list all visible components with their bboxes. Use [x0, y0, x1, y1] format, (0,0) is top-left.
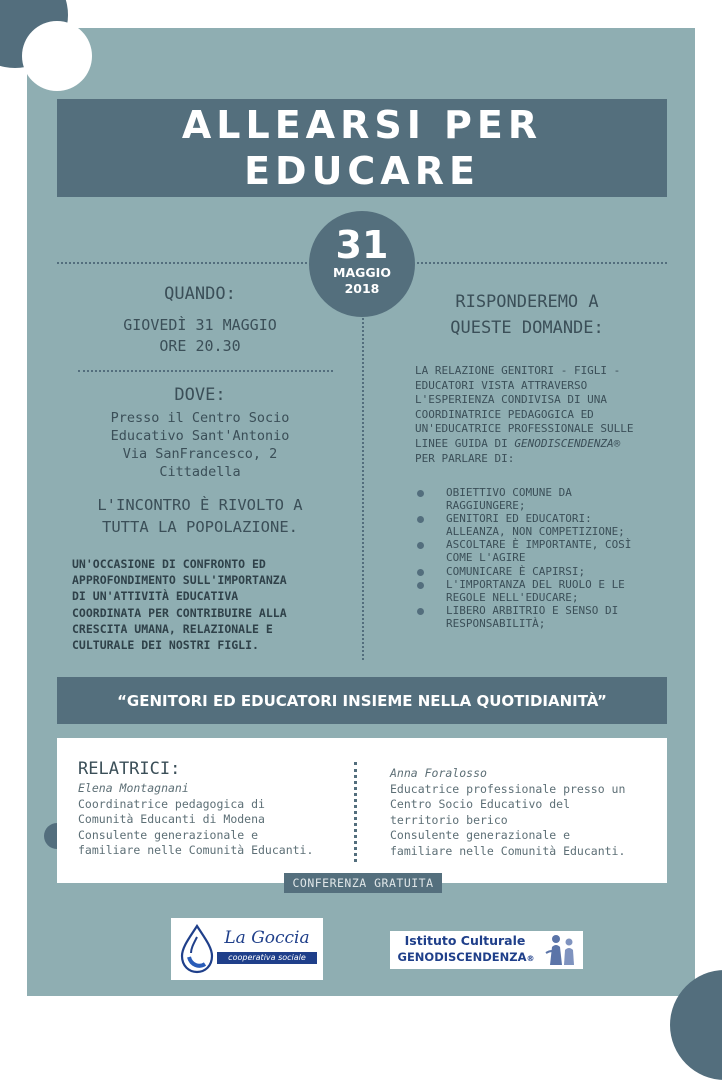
- bullet-item: [415, 579, 685, 604]
- istituto-line-2-text: GENODISCENDENZA: [397, 950, 527, 964]
- quote-banner: [57, 677, 667, 724]
- free-conference-badge: [284, 873, 442, 893]
- where-line: Presso il Centro Socio: [110, 410, 290, 426]
- title-line-2: EDUCARE: [244, 149, 480, 193]
- corner-circle-white-top: [22, 21, 92, 91]
- bullet-item: [415, 487, 685, 512]
- speakers-divider: [354, 762, 357, 862]
- istituto-genodiscendenza-logo: [390, 931, 583, 969]
- speaker-1: [78, 781, 348, 859]
- speaker-2-name: Anna Foralosso: [390, 766, 487, 780]
- where-line: Cittadella: [159, 464, 241, 480]
- water-drop-icon: [175, 923, 219, 975]
- istituto-registered-mark: ®: [526, 954, 535, 963]
- questions-heading-line: RISPONDEREMO A: [455, 292, 599, 312]
- bullet-dot: [417, 516, 424, 523]
- when-date: GIOVEDÌ 31 MAGGIO: [123, 316, 277, 334]
- description-text: [72, 556, 352, 653]
- bullet-text: ASCOLTARE È IMPORTANTE, COSÌ: [446, 538, 632, 552]
- intro-line: EDUCATORI VISTA ATTRAVERSO: [415, 378, 588, 392]
- date-badge: [309, 211, 415, 317]
- when-time: ORE 20.30: [159, 337, 241, 355]
- intro-line-prefix: LINEE GUIDA DI: [415, 436, 515, 450]
- divider-top-left: [57, 262, 307, 264]
- bullet-text: GENITORI ED EDUCATORI:: [446, 512, 592, 526]
- intro-line-guidelines: [415, 437, 675, 452]
- intro-line: L'ESPERIENZA CONDIVISA DI UNA: [415, 393, 608, 407]
- divider-when-where: [78, 370, 333, 372]
- questions-bullet-list: [415, 487, 685, 631]
- speaker-2: [390, 766, 665, 860]
- title-line-1: ALLEARSI PER: [181, 103, 543, 147]
- bullet-text: RESPONSABILITÀ;: [446, 616, 546, 630]
- istituto-line-1: Istituto Culturale: [404, 933, 526, 948]
- description-line: UN'OCCASIONE DI CONFRONTO ED: [72, 557, 266, 571]
- description-line: APPROFONDIMENTO SULL'IMPORTANZA: [72, 573, 287, 588]
- speaker-1-line: familiare nelle Comunità Educanti.: [78, 843, 314, 858]
- speaker-2-line: Consulente generazionale e: [390, 828, 571, 843]
- quote-text: “GENITORI ED EDUCATORI INSIEME NELLA QUOTIDIANITÀ”: [117, 691, 607, 710]
- bullet-dot: [417, 490, 424, 497]
- description-line: CRESCITA UMANA, RELAZIONALE E: [72, 621, 273, 636]
- bullet-item: [415, 566, 685, 579]
- speaker-1-name: Elena Montagnani: [78, 781, 189, 795]
- bullet-item: [415, 539, 685, 564]
- speaker-2-line: Educatrice professionale presso un: [390, 781, 626, 796]
- bullet-dot: [417, 608, 424, 615]
- intro-line: UN'EDUCATRICE PROFESSIONALE SULLE: [415, 422, 634, 436]
- questions-intro: [415, 364, 675, 466]
- divider-vertical: [362, 318, 364, 660]
- audience-line: L'INCONTRO È RIVOLTO A: [97, 496, 303, 514]
- bullet-text: COMUNICARE È CAPIRSI;: [446, 564, 586, 578]
- where-address: [70, 409, 330, 481]
- family-figures-icon: [544, 933, 580, 967]
- speaker-1-line: Comunità Educanti di Modena: [78, 812, 265, 827]
- description-line: CULTURALE DEI NOSTRI FIGLI.: [72, 638, 259, 653]
- where-line: Educativo Sant'Antonio: [110, 428, 290, 444]
- where-heading: DOVE:: [174, 385, 226, 405]
- divider-top-right: [417, 262, 667, 264]
- speaker-1-line: Consulente generazionale e: [78, 827, 259, 842]
- speaker-2-line: territorio berico: [390, 812, 508, 827]
- intro-line: LA RELAZIONE GENITORI - FIGLI -: [415, 364, 621, 377]
- title-banner: [57, 99, 667, 197]
- audience-text: [68, 494, 332, 538]
- where-line: Via SanFrancesco, 2: [122, 446, 278, 462]
- bullet-dot: [417, 569, 424, 576]
- la-goccia-subtitle: cooperativa sociale: [217, 952, 317, 964]
- audience-line: TUTTA LA POPOLAZIONE.: [102, 518, 298, 536]
- bullet-text: ALLEANZA, NON COMPETIZIONE;: [446, 524, 625, 538]
- speaker-2-line: familiare nelle Comunità Educanti.: [390, 843, 626, 858]
- when-heading: QUANDO:: [164, 284, 236, 304]
- bullet-text: LIBERO ARBITRIO E SENSO DI: [446, 604, 619, 618]
- questions-heading: [402, 289, 652, 341]
- bullet-item: [415, 605, 685, 630]
- bullet-text: OBIETTIVO COMUNE DA: [446, 486, 572, 499]
- date-year: 2018: [344, 281, 380, 296]
- free-conference-label: CONFERENZA GRATUITA: [292, 876, 434, 890]
- bullet-item: [415, 513, 685, 538]
- bullet-text: RAGGIUNGERE;: [446, 498, 526, 512]
- bullet-dot: [417, 542, 424, 549]
- speakers-heading: RELATRICI:: [78, 759, 181, 779]
- date-day: 31: [335, 223, 389, 267]
- intro-line: COORDINATRICE PEDAGOGICA ED: [415, 407, 594, 421]
- la-goccia-logo: [171, 918, 323, 980]
- bullet-dot: [417, 582, 424, 589]
- date-month: MAGGIO: [333, 265, 391, 280]
- description-line: COORDINATA PER CONTRIBUIRE ALLA: [72, 605, 287, 620]
- description-line: DI UN'ATTIVITÀ EDUCATIVA: [72, 589, 239, 604]
- intro-line: PER PARLARE DI:: [415, 451, 515, 465]
- bullet-text: REGOLE NELL'EDUCARE;: [446, 590, 579, 604]
- speaker-1-line: Coordinatrice pedagogica di: [78, 796, 265, 811]
- speaker-2-line: Centro Socio Educativo del: [390, 797, 571, 812]
- la-goccia-name: La Goccia: [224, 928, 310, 948]
- questions-heading-line: QUESTE DOMANDE:: [450, 318, 604, 338]
- genodiscendenza-em: GENODISCENDENZA®: [514, 436, 621, 450]
- speakers-box: [57, 738, 667, 883]
- bullet-text: COME L'AGIRE: [446, 550, 526, 564]
- bullet-text: L'IMPORTANZA DEL RUOLO E LE: [446, 578, 625, 592]
- istituto-line-2: [390, 950, 542, 964]
